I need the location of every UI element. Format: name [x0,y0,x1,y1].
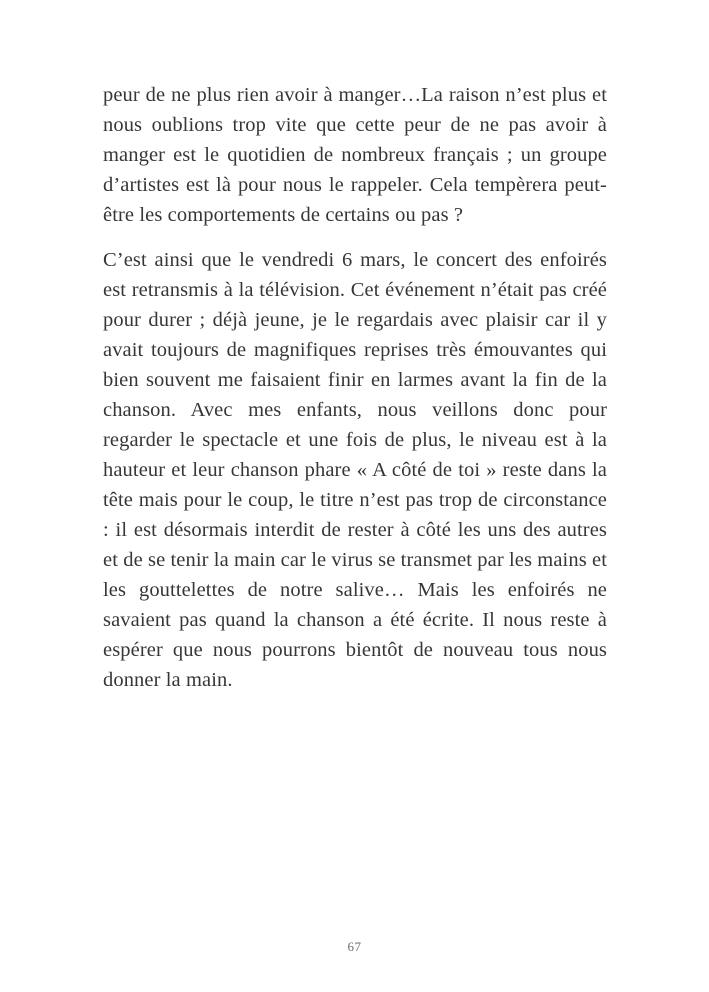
text-block [103,80,607,710]
page-number: 67 [347,939,362,954]
paragraph-2: C’est ainsi que le vendredi 6 mars, le concert des enfoirés est retransmis à la télévision. Cet événement n’était pas créé pour durer ; déjà jeune, je le regardais avec plaisir car il y avait toujours de magnifiques reprises très émouvantes qui bien souvent me faisaient finir en larmes avant la fin de la chanson. Avec mes enfants, nous veillons donc pour regarder le spectacle et une fois de plus, le niveau est à la hauteur et leur chanson phare « A côté de toi » reste dans la tête mais pour le coup, le titre n’est pas trop de circonstance : il est désormais interdit de rester à côté les uns des autres et de se tenir la main car le virus se transmet par les mains et les gouttelettes de notre salive… Mais les enfoirés ne savaient pas quand la chanson a été écrite. Il nous reste à espérer que nous pourrons bientôt de nouveau tous nous donner la main. [103,249,607,691]
paragraph-1: peur de ne plus rien avoir à manger…La raison n’est plus et nous oublions trop vite que cette peur de ne pas avoir à manger est le quotidien de nombreux français ; un groupe d’artistes est là pour nous le rappeler. Cela tempèrera peut-être les comportements de certains ou pas ? [103,84,607,226]
